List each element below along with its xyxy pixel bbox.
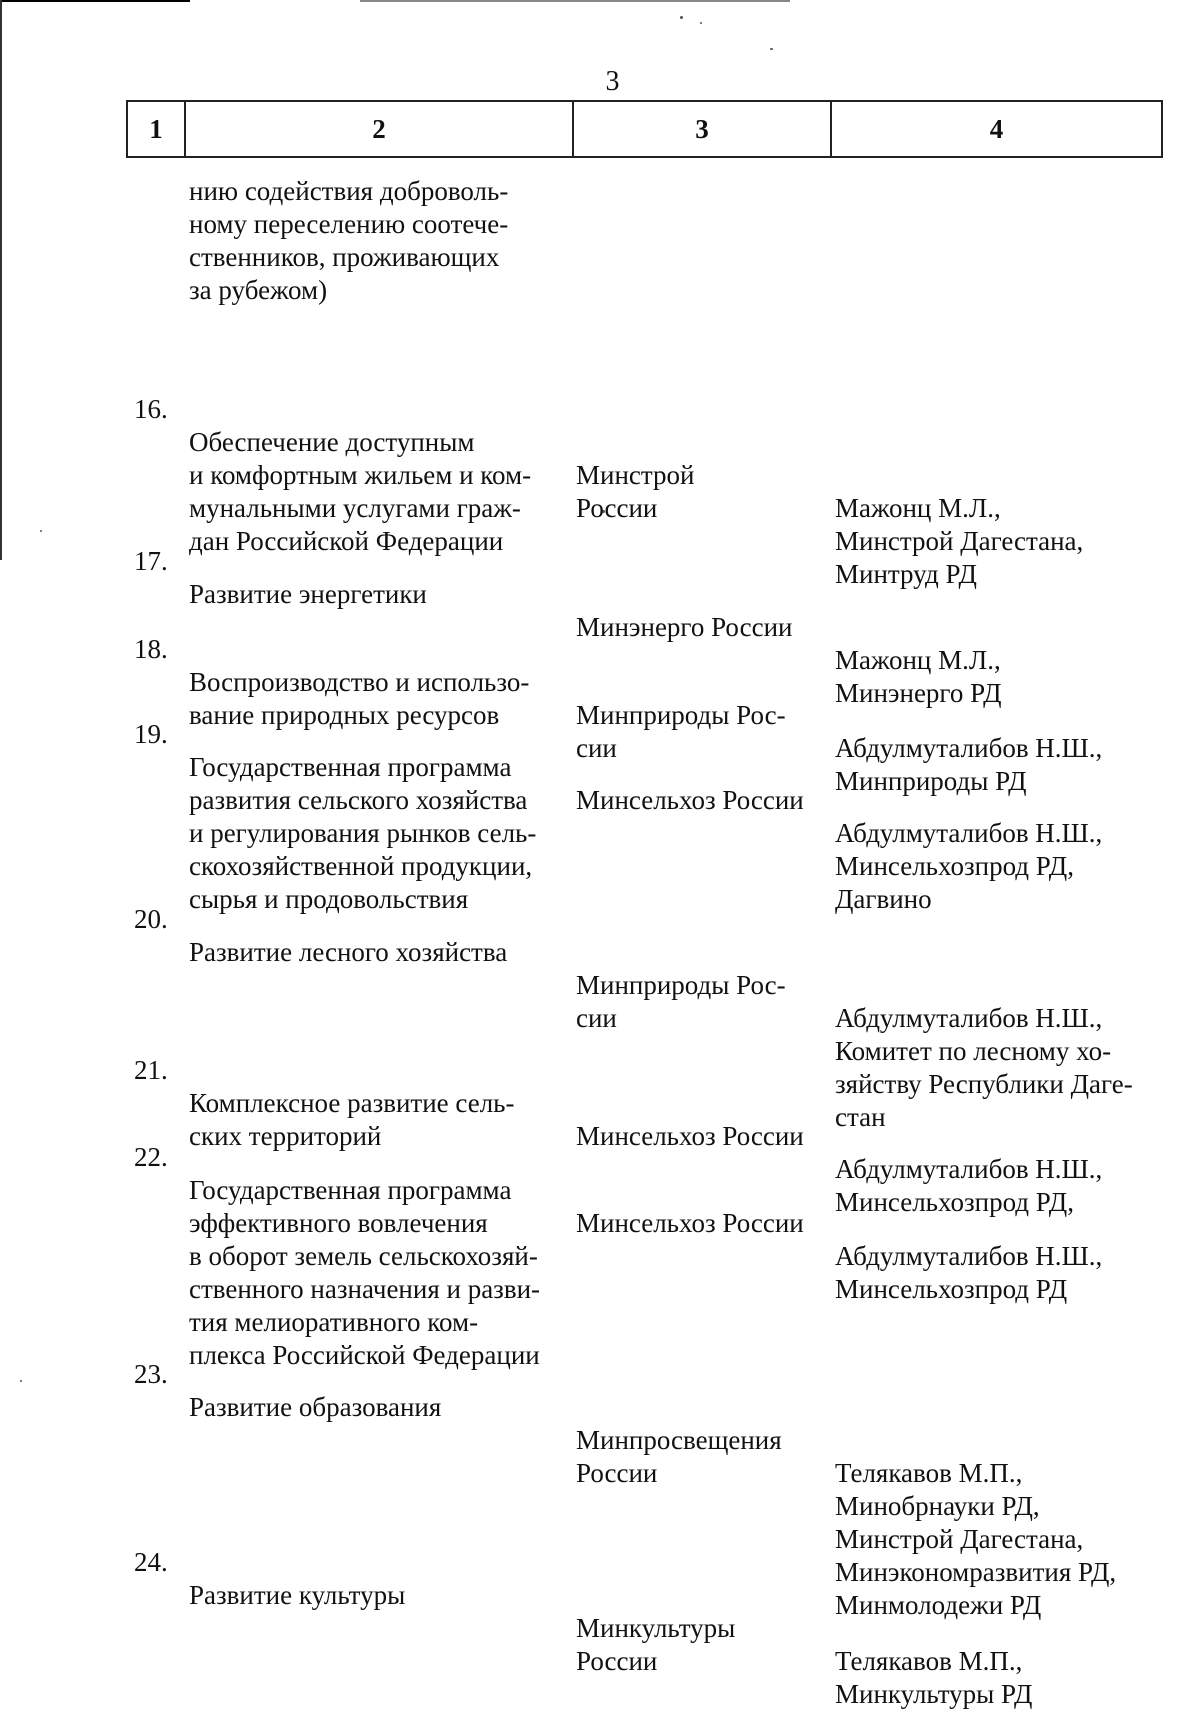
responsible-parties: Телякавов М.П., Минобрнауки РД, Минстрой Дагестана, Минэкономразвития РД, Минмолодежи РД	[835, 1458, 1117, 1620]
responsible-parties: Абдулмуталибов Н.Ш., Минсельхозпрод РД,	[835, 1154, 1103, 1217]
responsible-parties: Телякавов М.П., Минкультуры РД	[835, 1646, 1033, 1709]
program-name: Развитие энергетики	[189, 579, 427, 609]
row-number: 17.	[134, 546, 168, 576]
responsible-parties: Абдулмуталибов Н.Ш., Минсельхозпрод РД, Дагвино	[835, 818, 1103, 914]
row-number: 20.	[134, 904, 168, 934]
program-name: Воспроизводство и использо- вание природных ресурсов	[189, 667, 530, 730]
row-number: 23.	[134, 1359, 168, 1389]
row-number: 22.	[134, 1142, 168, 1172]
federal-ministry: Минсельхоз России	[576, 1208, 804, 1238]
federal-ministry: Минкультуры России	[576, 1613, 736, 1676]
responsible-parties: Мажонц М.Л., Минэнерго РД	[835, 645, 1002, 708]
page-number: 3	[605, 66, 620, 97]
row-number: 21.	[134, 1055, 168, 1085]
program-name: Государственная программа эффективного вовлечения в оборот земель сельскохозяй- ственного назначения и разви- тия мелиоративного ком- плекса Российской Федерации	[189, 1175, 541, 1370]
header-col-1: 1	[127, 101, 185, 157]
column-header-table	[126, 100, 1163, 158]
header-col-2: 2	[185, 101, 573, 157]
federal-ministry: Минприроды Рос- сии	[576, 970, 786, 1033]
responsible-parties: Мажонц М.Л., Минстрой Дагестана, Минтруд РД	[835, 493, 1084, 589]
federal-ministry: Минсельхоз России	[576, 785, 804, 815]
continued-program-text: нию содействия доброволь- ному переселению соотече- ственников, проживающих за рубежом)	[189, 176, 509, 305]
program-name: Развитие культуры	[189, 1580, 406, 1610]
federal-ministry: Минпросвещения России	[576, 1425, 782, 1488]
program-name: Развитие образования	[189, 1392, 442, 1422]
program-name: Государственная программа развития сельского хозяйства и регулирования рынков сель- скохозяйственной продукции, сырья и продовольствия	[189, 752, 537, 914]
federal-ministry: Минэнерго России	[576, 612, 793, 642]
responsible-parties: Абдулмуталибов Н.Ш., Минсельхозпрод РД	[835, 1241, 1103, 1304]
row-number: 24.	[134, 1547, 168, 1577]
scan-noise-top	[360, 0, 790, 2]
program-name: Обеспечение доступным и комфортным жильем и ком- мунальными услугами граж- дан Российской Федерации	[189, 427, 532, 556]
table-row	[0, 1513, 1200, 1709]
program-name: Комплексное развитие сель- ских территорий	[189, 1088, 515, 1151]
header-col-4: 4	[831, 101, 1162, 157]
table-row	[0, 685, 1200, 914]
row-number: 19.	[134, 719, 168, 749]
federal-ministry: Минприроды Рос- сии	[576, 700, 786, 763]
responsible-parties: Абдулмуталибов Н.Ш., Комитет по лесному хо- зяйству Республики Даге- стан	[835, 1003, 1133, 1132]
program-name: Развитие лесного хозяйства	[189, 937, 508, 967]
table-row	[0, 1108, 1200, 1370]
scan-edge-top	[0, 0, 190, 2]
scan-speck	[680, 16, 683, 19]
row-number: 18.	[134, 634, 168, 664]
header-col-3: 3	[573, 101, 831, 157]
responsible-parties: Абдулмуталибов Н.Ш., Минприроды РД	[835, 733, 1103, 796]
federal-ministry: Минсельхоз России	[576, 1121, 804, 1151]
federal-ministry: Минстрой России	[576, 460, 695, 523]
scan-speck	[700, 22, 702, 24]
row-number: 16.	[134, 394, 168, 424]
scan-speck	[770, 48, 773, 50]
